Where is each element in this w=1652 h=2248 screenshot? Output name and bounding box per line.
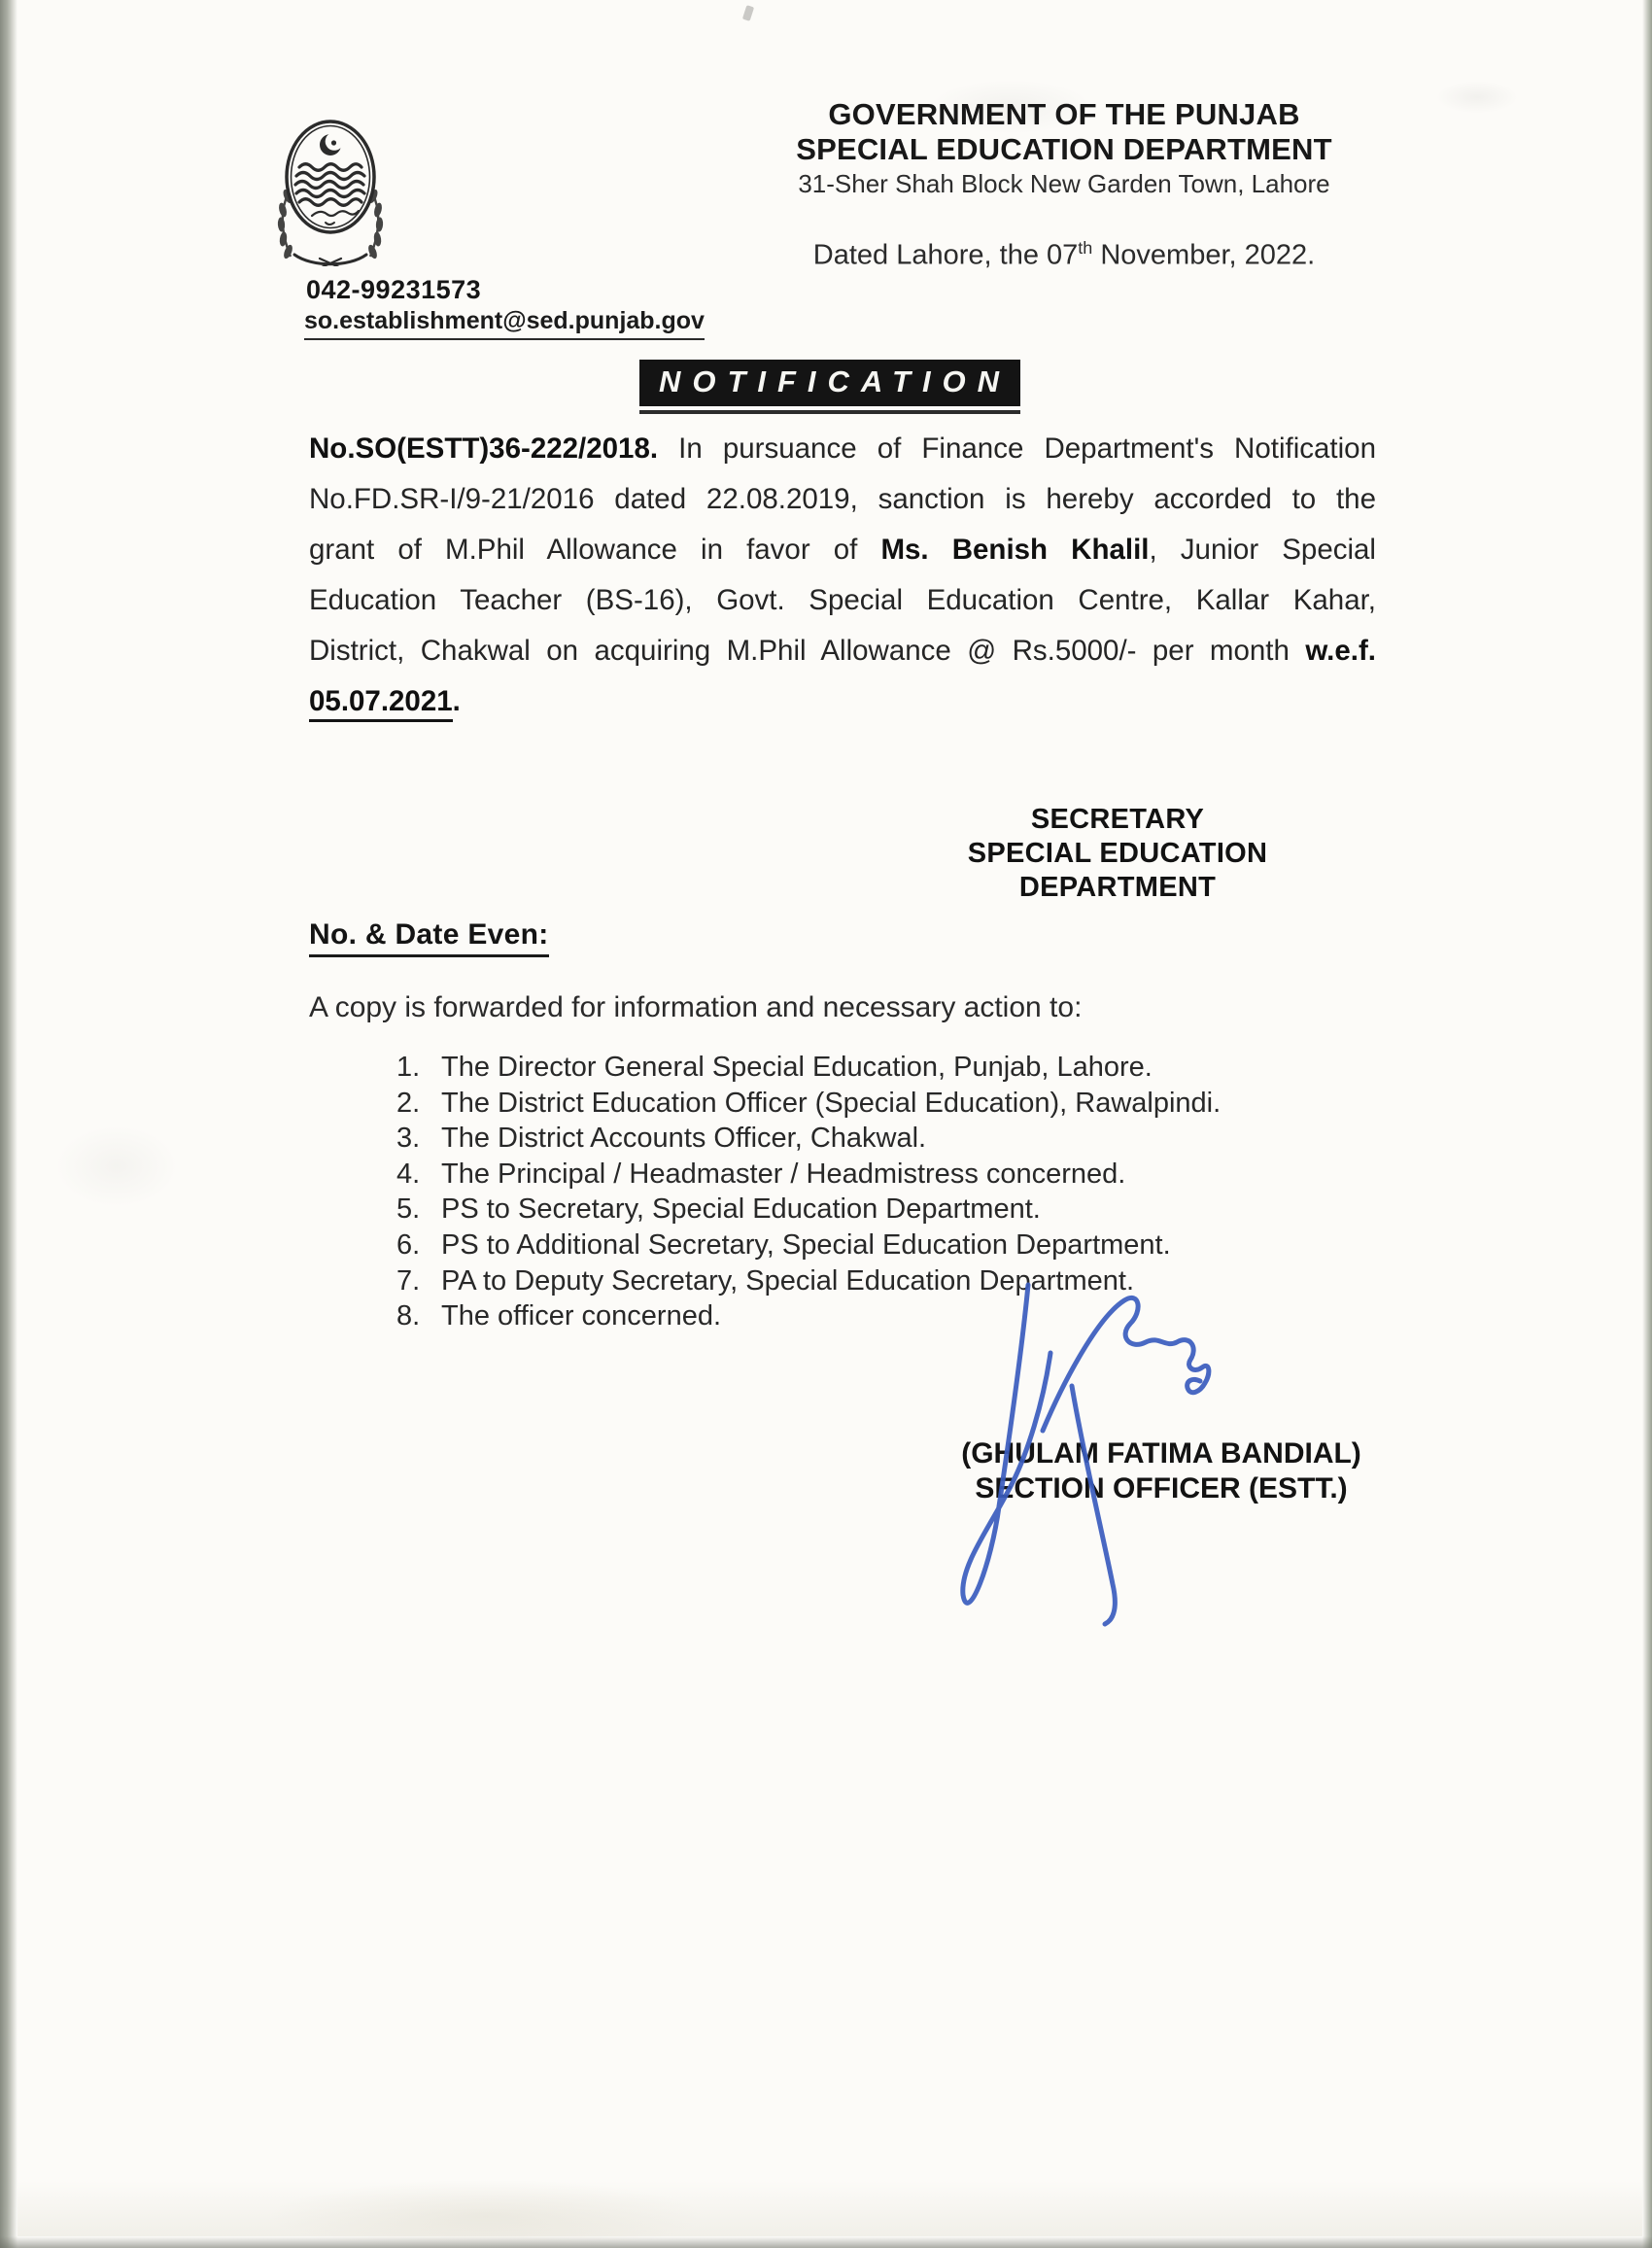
list-text: PS to Additional Secretary, Special Education Department. — [441, 1228, 1171, 1261]
list-text: The Principal / Headmaster / Headmistress concerned. — [441, 1158, 1126, 1190]
scan-bottom-stain — [17, 2180, 1642, 2236]
list-text: The District Accounts Officer, Chakwal. — [441, 1123, 927, 1155]
beneficiary-name: Ms. Benish Khalil — [880, 534, 1150, 566]
dated-prefix: Dated Lahore, the 07 — [812, 239, 1079, 271]
list-number: 4. — [396, 1158, 421, 1190]
body-text: In pursuance of Finance Department's Notification — [658, 432, 1376, 465]
signatory-authority-block — [947, 803, 1288, 905]
forwarding-line: A copy is forwarded for information and necessary action to: — [309, 991, 1083, 1023]
wef-abbreviation: w.e.f. — [1305, 635, 1376, 667]
no-date-even-heading: No. & Date Even: — [309, 918, 549, 957]
org-name-line2: SPECIAL EDUCATION DEPARTMENT — [796, 132, 1332, 166]
list-number: 6. — [396, 1228, 421, 1261]
list-item — [396, 1157, 1221, 1193]
handwritten-signature — [947, 1263, 1258, 1633]
body-line-4: Education Teacher (BS-16), Govt. Special Education Centre, Kallar Kahar, — [309, 584, 1376, 616]
body-line-1 — [309, 424, 1376, 474]
list-item — [396, 1121, 1221, 1157]
reference-number: No.SO(ESTT)36-222/2018. — [309, 432, 659, 465]
dated-ordinal-suffix: th — [1078, 238, 1093, 258]
list-number: 7. — [396, 1264, 421, 1297]
punjab-government-crest-icon — [269, 113, 392, 266]
body-text: . — [452, 685, 461, 717]
body-line-6 — [309, 676, 1376, 727]
body-line-2: No.FD.SR-I/9-21/2016 dated 22.08.2019, sanction is hereby accorded to the — [309, 483, 1376, 515]
list-number: 5. — [396, 1193, 421, 1226]
list-text: The District Education Officer (Special Education), Rawalpindi. — [441, 1087, 1222, 1119]
letterhead — [787, 97, 1341, 200]
list-number: 3. — [396, 1123, 421, 1155]
scan-edge-left — [0, 0, 17, 2248]
body-line-3 — [309, 525, 1376, 575]
scan-artifact-mark — [742, 5, 754, 21]
signatory-line-2: SPECIAL EDUCATION — [967, 838, 1268, 869]
list-text: The Director General Special Education, Punjab, Lahore. — [441, 1052, 1153, 1083]
title-underline — [639, 360, 1020, 414]
notification-body — [309, 424, 1376, 727]
list-item — [396, 1192, 1221, 1228]
phone-number: 042-99231573 — [306, 275, 482, 304]
list-item — [396, 1050, 1221, 1086]
list-number: 8. — [396, 1300, 421, 1332]
notification-title: NOTIFICATION — [639, 360, 1020, 406]
org-name-line1: GOVERNMENT OF THE PUNJAB — [828, 97, 1300, 131]
body-line-5 — [309, 626, 1376, 676]
list-item — [396, 1086, 1221, 1122]
org-address: 31-Sher Shah Block New Garden Town, Lahore — [798, 169, 1330, 198]
scan-edge-bottom — [0, 2236, 1652, 2248]
list-text: The officer concerned. — [441, 1300, 722, 1332]
body-text: , Junior Special — [1149, 534, 1376, 566]
body-text: District, Chakwal on acquiring M.Phil Allowance @ Rs.5000/- per month — [309, 635, 1306, 667]
dated-suffix: November, 2022. — [1092, 239, 1316, 271]
title-row — [17, 360, 1642, 414]
list-number: 2. — [396, 1087, 421, 1119]
signer-title: SECTION OFFICER (ESTT.) — [975, 1472, 1348, 1504]
effective-date: 05.07.2021 — [309, 685, 453, 722]
body-text: grant of M.Phil Allowance in favor of — [309, 534, 881, 566]
list-number: 1. — [396, 1052, 421, 1083]
signatory-line-1: SECRETARY — [1030, 804, 1205, 835]
list-item — [396, 1228, 1221, 1263]
signatory-line-3: DEPARTMENT — [1018, 872, 1217, 903]
list-text: PS to Secretary, Special Education Department. — [441, 1193, 1041, 1226]
scan-edge-right — [1642, 0, 1652, 2248]
email-address: so.establishment@sed.punjab.gov — [304, 307, 705, 340]
dated-line — [787, 238, 1341, 272]
list-text: PA to Deputy Secretary, Special Education Department. — [441, 1264, 1135, 1297]
signer-name: (GHULAM FATIMA BANDIAL) — [961, 1437, 1361, 1470]
